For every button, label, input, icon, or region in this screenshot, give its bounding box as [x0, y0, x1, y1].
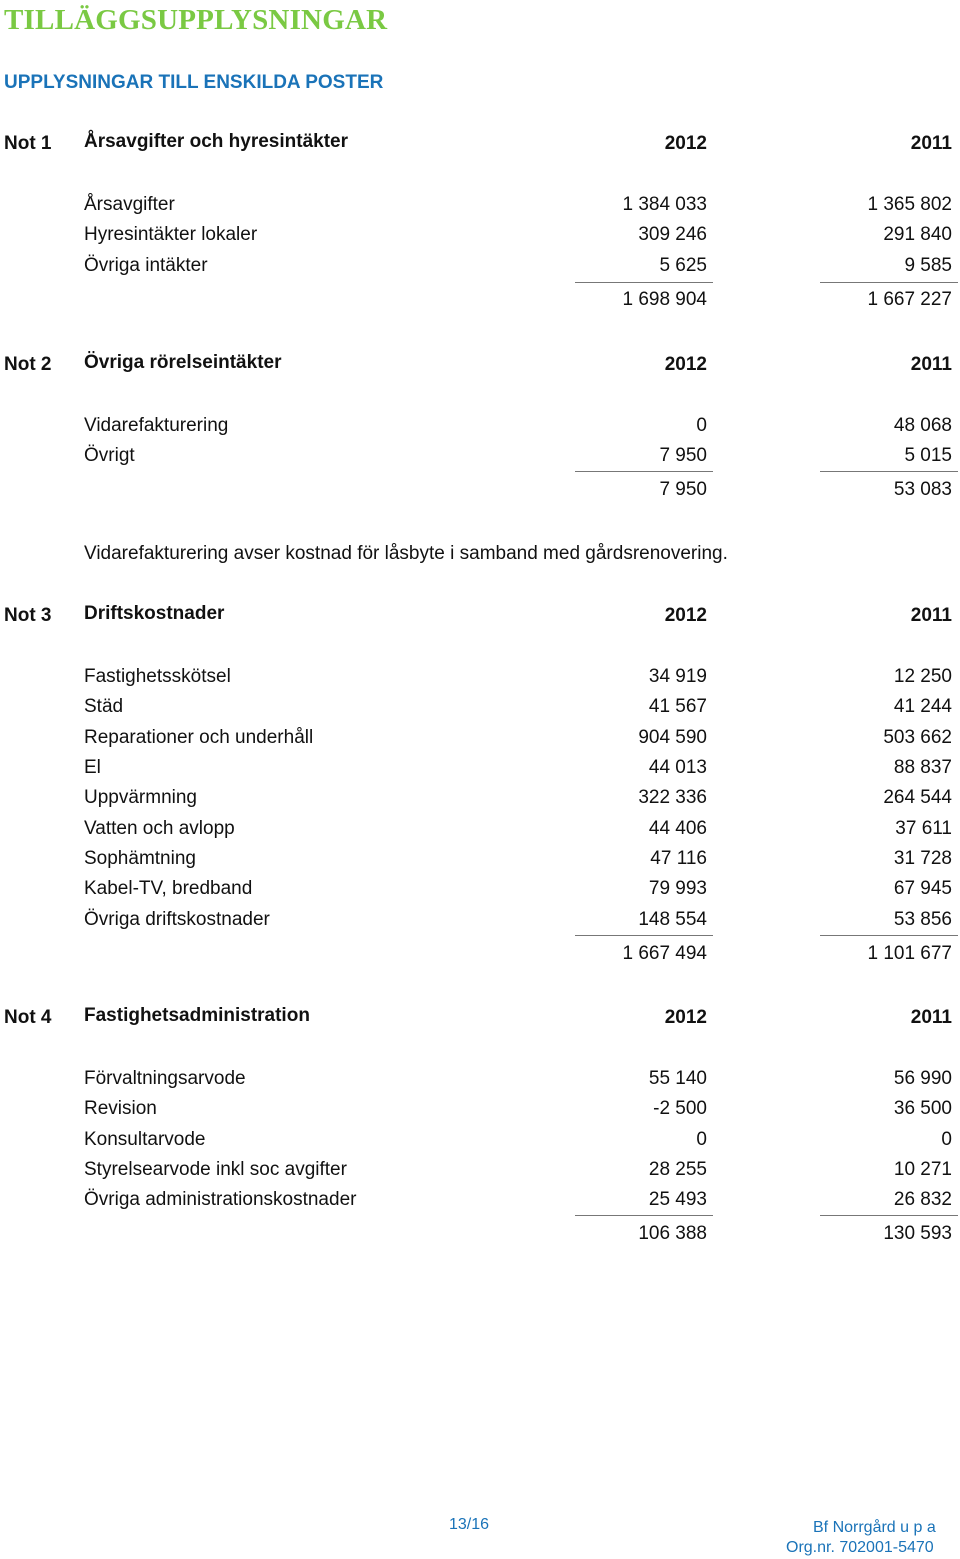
table-row: [0, 787, 960, 817]
section-subtitle: UPPLYSNINGAR TILL ENSKILDA POSTER: [4, 72, 384, 93]
total-2012: 7 950: [659, 479, 707, 500]
year-header-2012: 2012: [664, 133, 707, 154]
value-2012: 79 993: [648, 878, 707, 899]
table-row: [0, 909, 960, 939]
value-2011: 67 945: [893, 878, 952, 899]
value-2012: 7 950: [659, 445, 707, 466]
row-label: Hyresintäkter lokaler: [84, 224, 258, 245]
row-label: Revision: [84, 1098, 157, 1119]
value-2011: 56 990: [893, 1068, 952, 1089]
sum-divider: [575, 471, 713, 472]
note-label: Not 4: [4, 1007, 52, 1028]
value-2012: 148 554: [638, 909, 707, 930]
value-2011: 5 015: [904, 445, 952, 466]
year-header-2012: 2012: [664, 605, 707, 626]
page-number: 13/16: [449, 1516, 490, 1533]
table-row: [0, 1129, 960, 1159]
row-label: Övriga driftskostnader: [84, 909, 270, 930]
sum-divider: [575, 935, 713, 936]
row-label: Städ: [84, 696, 124, 717]
row-label: Övriga intäkter: [84, 255, 208, 276]
total-2012: 1 698 904: [622, 289, 707, 310]
value-2011: 36 500: [893, 1098, 952, 1119]
row-label: El: [84, 757, 101, 778]
value-2012: 904 590: [638, 727, 707, 748]
value-2012: 34 919: [648, 666, 707, 687]
year-header-2012: 2012: [664, 1007, 707, 1028]
value-2011: 88 837: [893, 757, 952, 778]
value-2011: 10 271: [893, 1159, 952, 1180]
row-label: Vatten och avlopp: [84, 818, 235, 839]
sum-divider: [575, 1215, 713, 1216]
year-header-2011: 2011: [910, 605, 952, 626]
value-2011: 48 068: [893, 415, 952, 436]
value-2012: 322 336: [638, 787, 707, 808]
table-row: [0, 1068, 960, 1098]
organization-number: Org.nr. 702001-5470: [786, 1539, 934, 1556]
value-2011: 31 728: [893, 848, 952, 869]
row-label: Övrigt: [84, 445, 135, 466]
value-2011: 37 611: [895, 818, 952, 839]
value-2012: 5 625: [659, 255, 707, 276]
table-row: [0, 696, 960, 726]
value-2012: 44 406: [648, 818, 707, 839]
table-row: [0, 1098, 960, 1128]
table-row: [0, 224, 960, 254]
note-label: Not 3: [4, 605, 52, 626]
sum-divider: [820, 282, 958, 283]
value-2012: 0: [696, 1129, 707, 1150]
table-row: [0, 445, 960, 475]
year-header-2012: 2012: [664, 354, 707, 375]
value-2012: 55 140: [648, 1068, 707, 1089]
row-label: Uppvärmning: [84, 787, 197, 808]
row-label: Reparationer och underhåll: [84, 727, 314, 748]
table-row: [0, 757, 960, 787]
row-label: Förvaltningsarvode: [84, 1068, 246, 1089]
page-title: TILLÄGGSUPPLYSNINGAR: [4, 4, 388, 36]
row-label: Övriga administrationskostnader: [84, 1189, 357, 1210]
table-row: [0, 1189, 960, 1219]
row-label: Vidarefakturering: [84, 415, 229, 436]
note-title: Övriga rörelseintäkter: [84, 352, 282, 373]
value-2012: 25 493: [648, 1189, 707, 1210]
table-row: [0, 848, 960, 878]
value-2012: 28 255: [648, 1159, 707, 1180]
organization-name: Bf Norrgård u p a: [813, 1519, 936, 1536]
year-header-2011: 2011: [910, 1007, 952, 1028]
value-2012: 44 013: [648, 757, 707, 778]
table-row: [0, 1159, 960, 1189]
value-2011: 9 585: [904, 255, 952, 276]
value-2011: 264 544: [883, 787, 952, 808]
value-2012: 41 567: [648, 696, 707, 717]
total-2012: 106 388: [638, 1223, 707, 1244]
table-row: [0, 255, 960, 285]
total-row: [0, 479, 960, 509]
note-title: Fastighetsadministration: [84, 1005, 310, 1026]
total-2011: 1 667 227: [867, 289, 952, 310]
value-2011: 291 840: [883, 224, 952, 245]
note-title: Driftskostnader: [84, 603, 225, 624]
value-2011: 12 250: [893, 666, 952, 687]
table-row: [0, 415, 960, 445]
value-2011: 503 662: [883, 727, 952, 748]
note-label: Not 1: [4, 133, 52, 154]
table-row: [0, 666, 960, 696]
note-title: Årsavgifter och hyresintäkter: [84, 131, 348, 152]
sum-divider: [820, 935, 958, 936]
value-2012: -2 500: [653, 1098, 707, 1119]
sum-divider: [820, 1215, 958, 1216]
row-label: Fastighetsskötsel: [84, 666, 231, 687]
total-row: [0, 1223, 960, 1253]
value-2011: 53 856: [893, 909, 952, 930]
row-label: Styrelsearvode inkl soc avgifter: [84, 1159, 347, 1180]
note-text: Vidarefakturering avser kostnad för låsbyte i samband med gårdsrenovering.: [84, 543, 728, 564]
total-2011: 130 593: [883, 1223, 952, 1244]
row-label: Årsavgifter: [84, 194, 175, 215]
value-2012: 1 384 033: [622, 194, 707, 215]
table-row: [0, 818, 960, 848]
table-row: [0, 727, 960, 757]
value-2011: 26 832: [893, 1189, 952, 1210]
sum-divider: [820, 471, 958, 472]
total-row: [0, 289, 960, 319]
table-row: [0, 878, 960, 908]
year-header-2011: 2011: [910, 133, 952, 154]
sum-divider: [575, 282, 713, 283]
value-2011: 41 244: [893, 696, 952, 717]
total-2011: 53 083: [893, 479, 952, 500]
note-label: Not 2: [4, 354, 52, 375]
total-2012: 1 667 494: [622, 943, 707, 964]
year-header-2011: 2011: [910, 354, 952, 375]
row-label: Kabel-TV, bredband: [84, 878, 253, 899]
value-2011: 0: [941, 1129, 952, 1150]
total-row: [0, 943, 960, 973]
value-2011: 1 365 802: [867, 194, 952, 215]
row-label: Konsultarvode: [84, 1129, 206, 1150]
value-2012: 47 116: [650, 848, 707, 869]
value-2012: 0: [696, 415, 707, 436]
value-2012: 309 246: [638, 224, 707, 245]
row-label: Sophämtning: [84, 848, 196, 869]
table-row: [0, 194, 960, 224]
total-2011: 1 101 677: [867, 943, 952, 964]
